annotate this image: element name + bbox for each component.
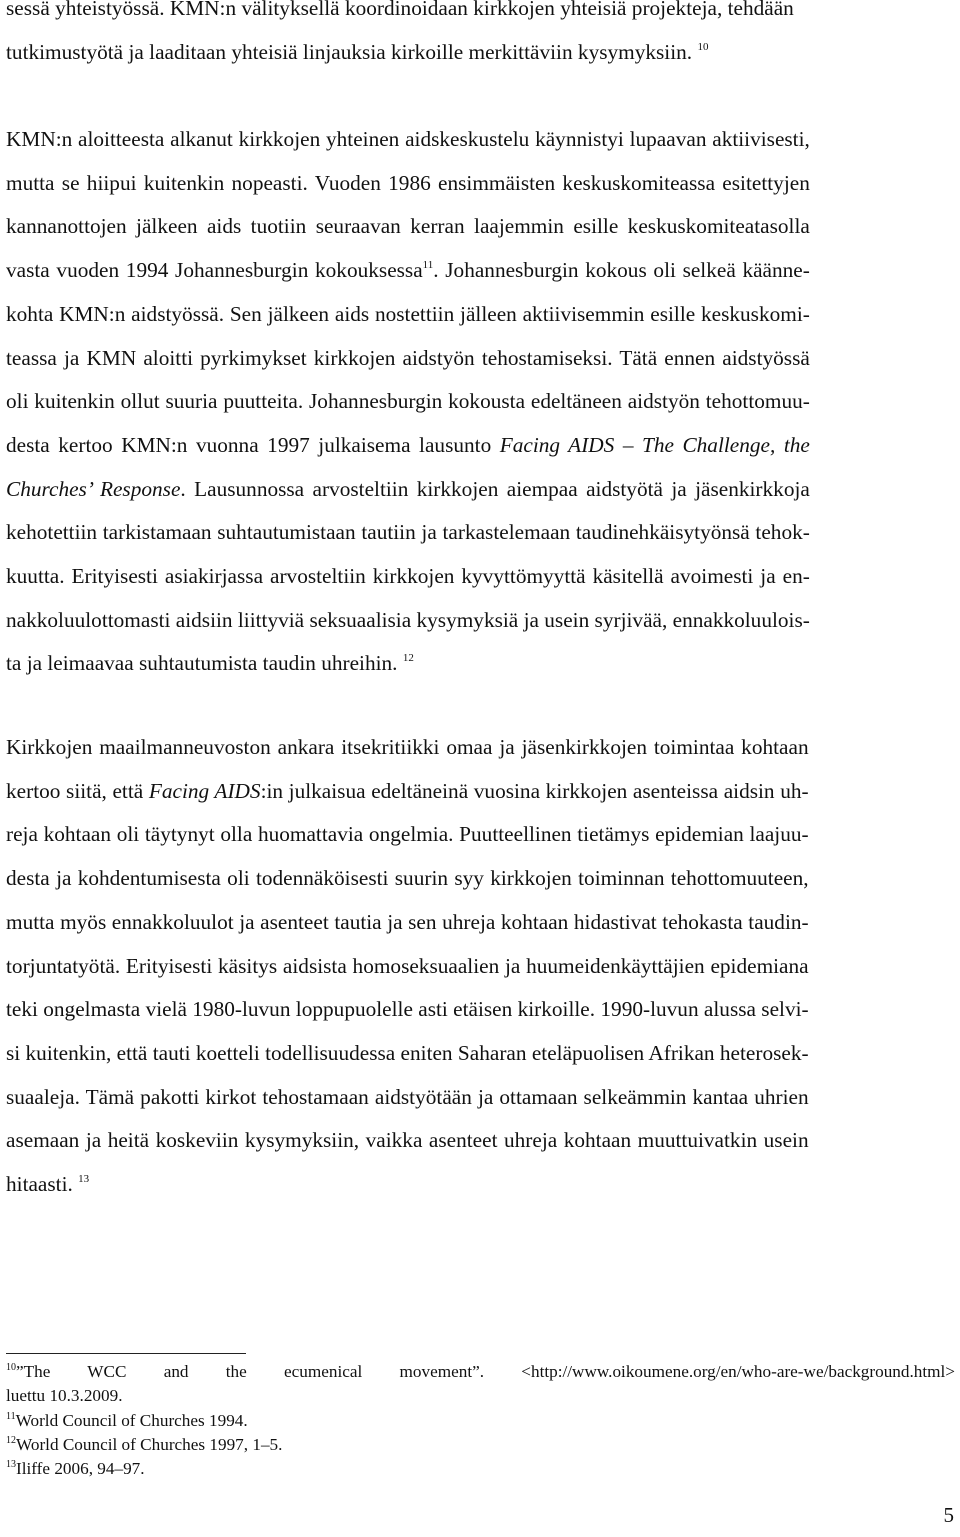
footnote-text: Iliffe 2006, 94–97. <box>16 1459 145 1479</box>
text-run: . Lausunnossa arvosteltiin kirkkojen aiempaa aidstyötä ja jäsenkirkkoja <box>180 476 810 501</box>
text-line: KMN:n aloitteesta alkanut kirkkojen yhteinen aidskeskustelu käynnistyi lupaavan aktiivisesti, <box>6 127 810 151</box>
footnote-number: 10 <box>6 1362 16 1373</box>
footnote-separator <box>6 1353 246 1354</box>
text-line: kuutta. Erityisesti asiakirjassa arvosteltiin kirkkojen kyvyttömyyttä käsitellä avoimesti ja en- <box>6 564 810 589</box>
text-run: . Johannesburgin kokous oli selkeä käänne- <box>433 258 810 283</box>
text-line <box>6 249 810 293</box>
footnote-10 <box>6 1360 955 1409</box>
footnote-line <box>6 1457 955 1481</box>
document-title-italic: Facing AIDS – The Challenge, the <box>499 432 810 457</box>
footnotes <box>6 1360 955 1481</box>
text-line: kohta KMN:n aidstyössä. Sen jälkeen aids nostettiin jälleen aktiivisemmin esille keskuskomi- <box>6 301 810 326</box>
document-title-italic: Facing AIDS <box>148 778 261 803</box>
text-run: vasta vuoden 1994 Johannesburgin kokouksessa <box>6 258 423 283</box>
text-run: desta kertoo KMN:n vuonna 1997 julkaisema lausunto <box>6 432 500 457</box>
text-run: tutkimustyötä ja laaditaan yhteisiä linjauksia kirkoille merkittäviin kysymyksiin. <box>6 39 693 64</box>
footnote-text: World Council of Churches 1994. <box>15 1410 248 1430</box>
text-line: si kuitenkin, että tauti koetteli todellisuudessa eniten Saharan eteläpuolisen Afrikan heterosek- <box>6 1040 809 1065</box>
text-line: nakkoluulottomasti aidsiin liittyviä seksuaalisia kysymyksiä ja usein syrjivää, ennakkoluulois- <box>6 607 810 632</box>
text-line: Kirkkojen maailmanneuvoston ankara itsekritiikki omaa ja jäsenkirkkojen toimintaa kohtaan <box>6 735 809 759</box>
footnote-text: World Council of Churches 1997, 1–5. <box>16 1434 283 1454</box>
text-line: desta ja kohdentumisesta oli todennäköisesti suurin syy kirkkojen toiminnan tehottomuuteen, <box>6 866 809 891</box>
text-line <box>6 424 810 468</box>
footnote-number: 13 <box>6 1459 16 1471</box>
footnote-11 <box>6 1409 955 1433</box>
footnote-number: 11 <box>6 1410 16 1422</box>
footnote-ref-11[interactable]: 11 <box>422 259 434 272</box>
text-line: oli kuitenkin ollut suuria puutteita. Johannesburgin kokousta edeltäneen aidstyön tehottomuu- <box>6 389 810 414</box>
paragraph-3 <box>6 726 809 1207</box>
text-line: mutta myös ennakkoluulot ja asenteet tautia ja sen uhreja kohtaan hidastivat tehokasta taudin- <box>6 909 809 934</box>
footnote-ref-10[interactable]: 10 <box>697 40 709 53</box>
text-line <box>6 468 810 512</box>
text-line <box>6 770 809 814</box>
text-line: sessä yhteistyössä. KMN:n välityksellä koordinoidaan kirkkojen yhteisiä projekteja, tehdään <box>6 0 794 20</box>
footnote-13 <box>6 1457 955 1481</box>
footnote-12 <box>6 1433 955 1457</box>
footnote-number: 12 <box>6 1434 16 1446</box>
text-line: kannanottojen jälkeen aids tuotiin seuraavan kerran laajemmin esille keskuskomiteatasolla <box>6 214 810 239</box>
footnote-text[interactable]: ”The WCC and the ecumenical movement”. <http://www.oikoumene.org/en/who-are-we/background.html> <box>16 1362 955 1381</box>
footnote-ref-12[interactable]: 12 <box>402 652 414 665</box>
text-line: kehotettiin tarkistamaan suhtautumistaan tautiin ja tarkastelemaan taudinehkäisytyönsä tehok- <box>6 520 810 545</box>
footnote-line <box>6 1360 955 1384</box>
text-line: teki ongelmasta vielä 1980-luvun loppupuolelle asti etäisen kirkoille. 1990-luvun alussa selvi- <box>6 997 809 1022</box>
text-run: :in julkaisua edeltäneinä vuosina kirkkojen asenteissa aidsin uh- <box>260 778 809 803</box>
text-line <box>6 31 794 75</box>
text-run: ta ja leimaavaa suhtautumista taudin uhreihin. <box>6 651 398 676</box>
text-line: asemaan ja heitä koskeviin kysymyksiin, vaikka asenteet uhreja kohtaan muuttuivatkin usein <box>6 1128 809 1153</box>
text-line: mutta se hiipui kuitenkin nopeasti. Vuoden 1986 ensimmäisten keskuskomiteassa esitettyjen <box>6 170 810 195</box>
footnote-line <box>6 1433 955 1457</box>
paragraph-1 <box>6 0 794 74</box>
document-title-italic: Churches’ Response <box>6 476 181 501</box>
text-run: hitaasti. <box>6 1172 73 1197</box>
text-line: torjuntatyötä. Erityisesti käsitys aidsista homoseksuaalien ja huumeidenkäyttäjien epidemiana <box>6 953 809 978</box>
text-run: kertoo siitä, että <box>6 778 149 803</box>
paragraph-2 <box>6 118 810 686</box>
text-line: suaaleja. Tämä pakotti kirkot tehostamaan aidstyötään ja ottamaan selkeämmin kantaa uhrien <box>6 1084 809 1109</box>
footnote-line <box>6 1409 955 1433</box>
footnote-ref-13[interactable]: 13 <box>78 1173 90 1186</box>
text-line <box>6 642 810 686</box>
page-number: 5 <box>943 1503 954 1527</box>
text-line: reja kohtaan oli täytynyt olla huomattavia ongelmia. Puutteellinen tietämys epidemian laajuu- <box>6 822 809 847</box>
text-line <box>6 1163 809 1207</box>
text-line: teassa ja KMN aloitti pyrkimykset kirkkojen aidstyön tehostamiseksi. Tätä ennen aidstyössä <box>6 345 810 370</box>
footnote-line: luettu 10.3.2009. <box>6 1386 123 1406</box>
